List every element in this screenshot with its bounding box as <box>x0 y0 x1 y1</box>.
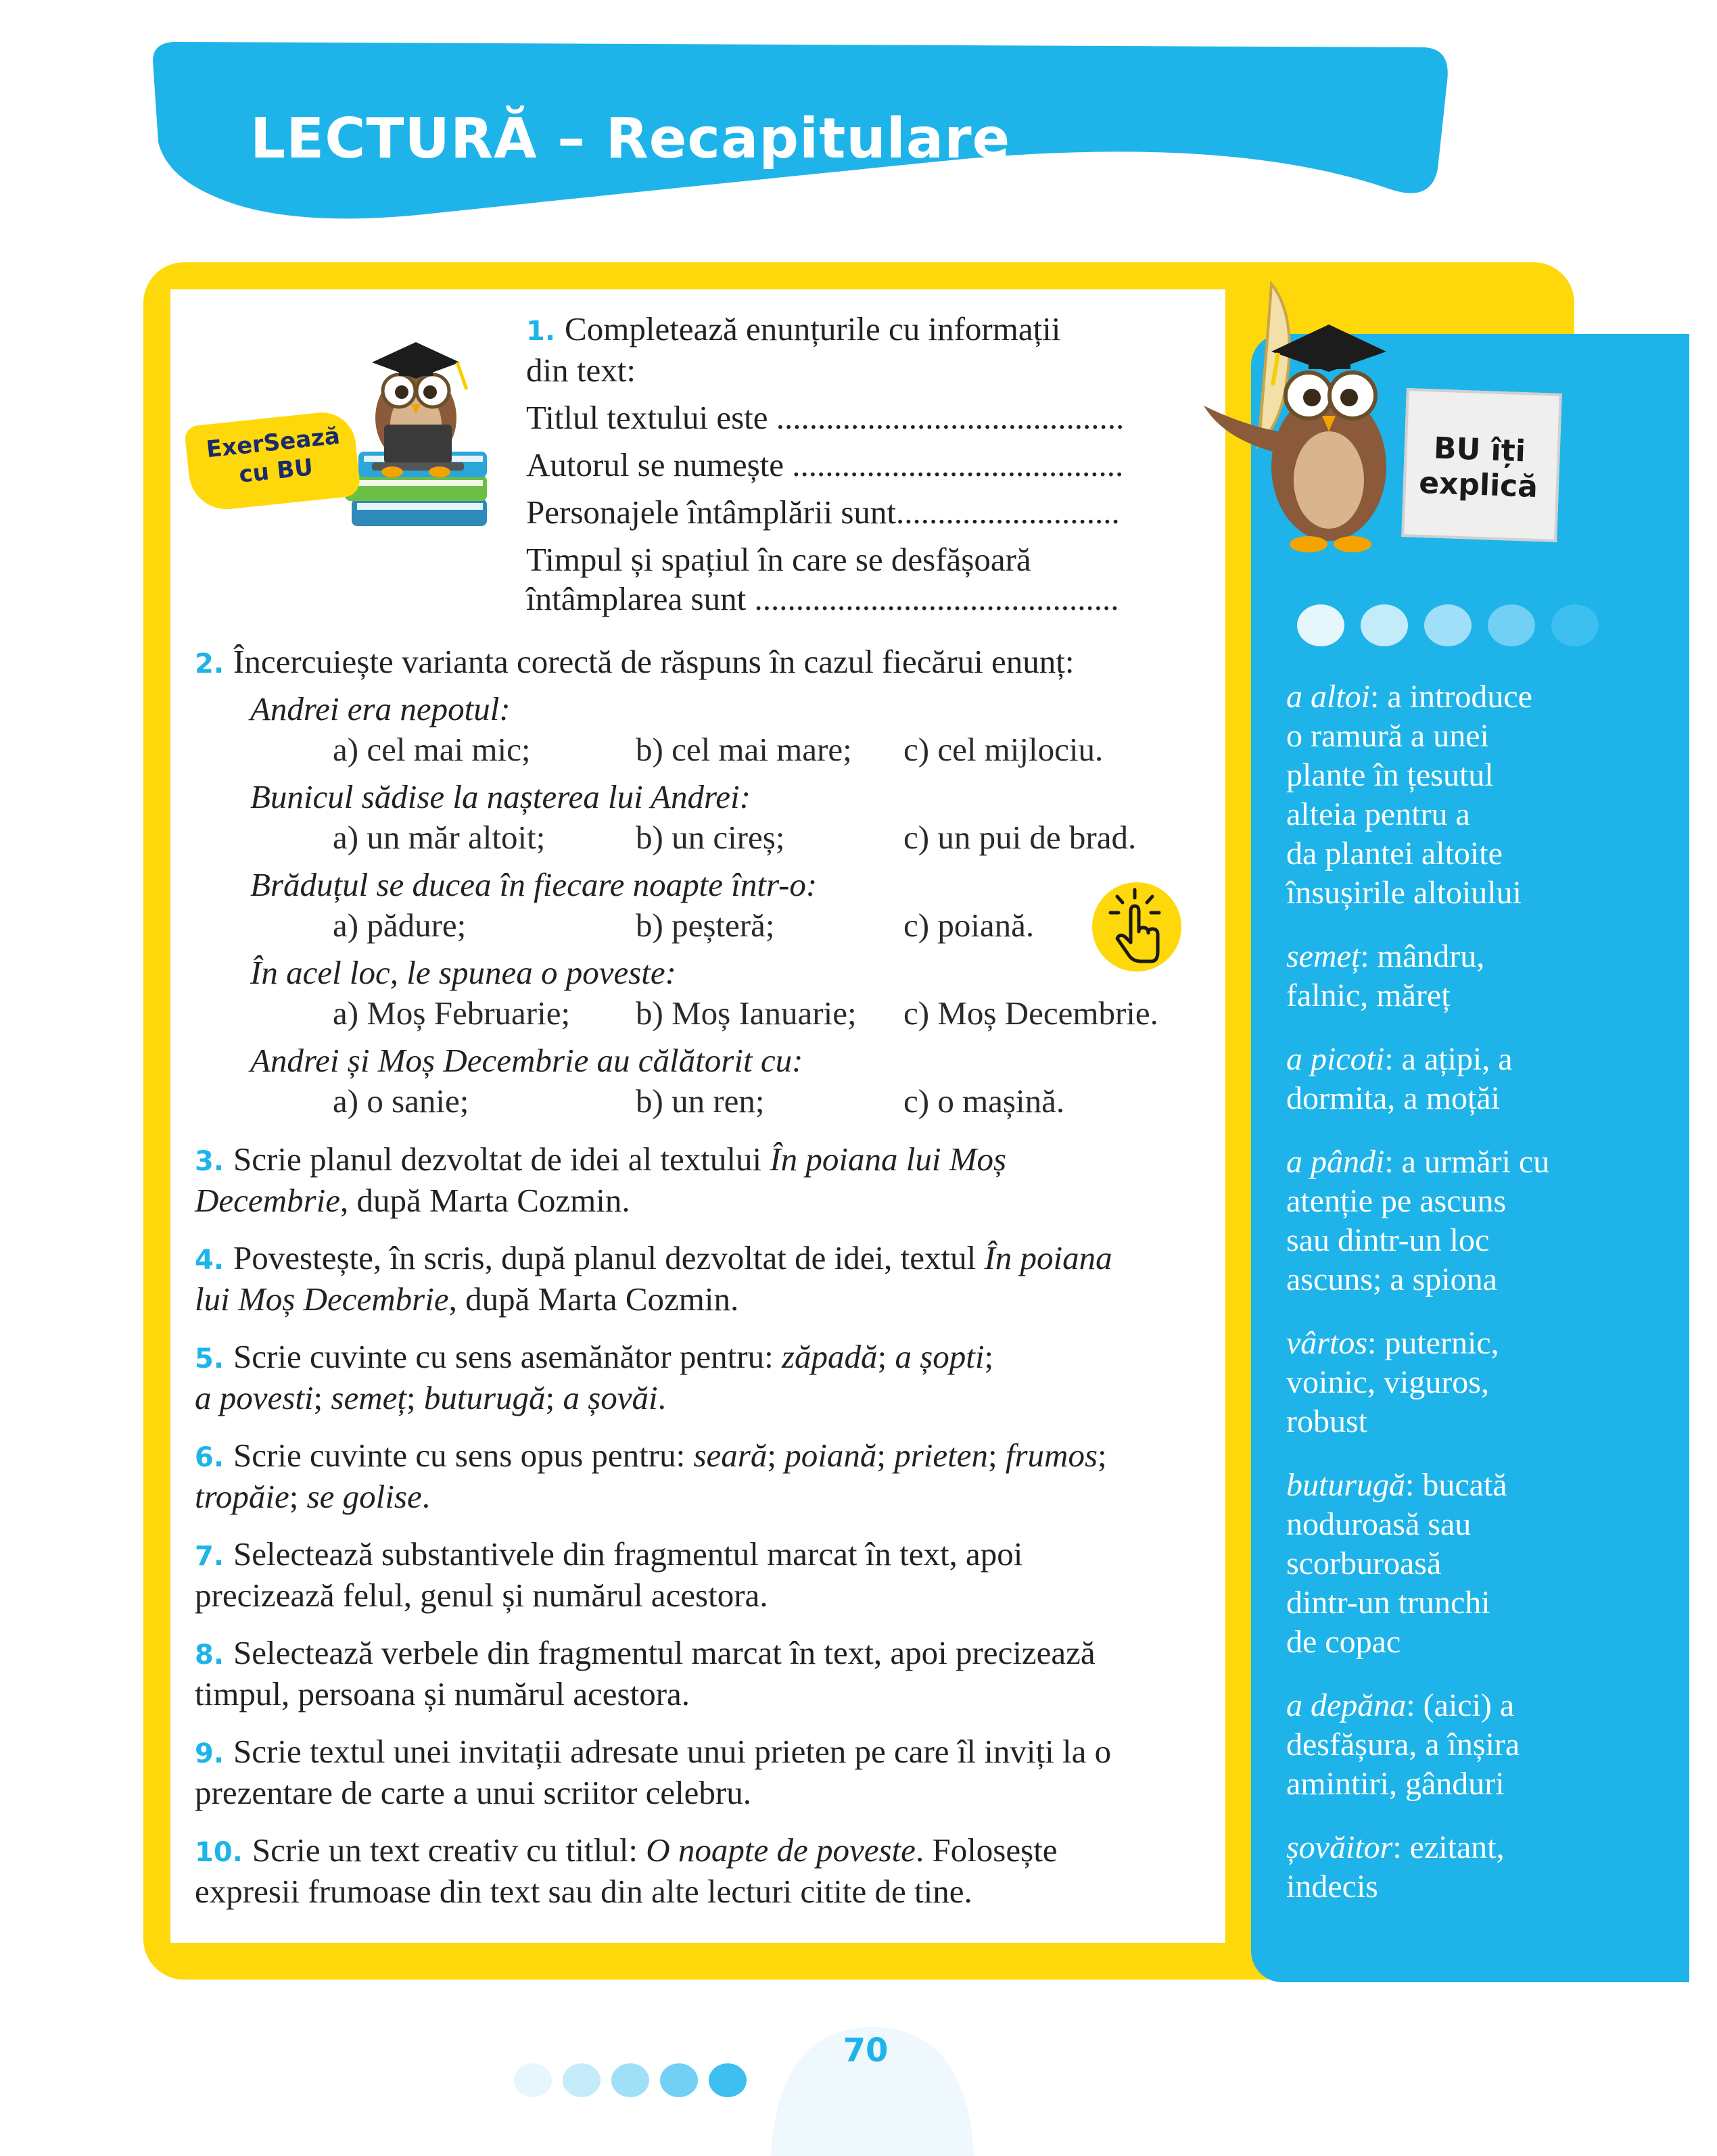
answer-option[interactable]: b) un cireș; <box>636 819 785 856</box>
exercise-9 <box>195 1732 1111 1813</box>
badge-line-1: ExerSează <box>205 422 342 464</box>
exercise-number: 7. <box>195 1541 225 1572</box>
glossary-definition: : bucată <box>1405 1467 1507 1503</box>
decor-dot <box>660 2063 698 2097</box>
exercise-1 <box>526 310 1124 619</box>
glossary-definition: : mândru, <box>1360 938 1485 974</box>
card-line-1: BU îți <box>1433 431 1526 469</box>
glossary-definition: o ramură a unei <box>1286 718 1489 754</box>
exercise-text: . Folosește <box>915 1831 1058 1869</box>
exercise-number: 9. <box>195 1738 225 1769</box>
glossary-definition: : puternic, <box>1367 1325 1499 1361</box>
answer-option[interactable]: a) cel mai mic; <box>333 731 531 768</box>
fill-in-line: întâmplarea sunt ............................................ <box>526 580 1119 617</box>
exercise-text: Scrie un text creativ cu titlul: <box>252 1831 646 1869</box>
decor-dot <box>611 2063 649 2097</box>
word: tropăie <box>195 1478 289 1515</box>
answer-option[interactable]: a) un măr altoit; <box>333 819 546 856</box>
exercise-number: 3. <box>195 1146 225 1177</box>
decor-dot <box>1551 604 1599 646</box>
fill-in-line: Timpul și spațiul în care se desfășoară <box>526 541 1031 578</box>
tap-hand-icon <box>1090 880 1183 974</box>
exercise-number: 5. <box>195 1343 225 1374</box>
glossary-entry <box>1286 677 1665 913</box>
glossary-definition: : (aici) a <box>1406 1687 1515 1723</box>
question: În acel loc, le spunea o poveste: <box>250 954 676 991</box>
question: Brăduțul se ducea în fiecare noapte într-o: <box>250 866 818 903</box>
bu-explains-label <box>1407 430 1551 505</box>
answer-option[interactable]: a) Moș Februarie; <box>333 995 571 1032</box>
exercise-text: Selectează verbele din fragmentul marcat în text, apoi precizează <box>233 1634 1096 1671</box>
glossary-definition: noduroasă sau <box>1286 1506 1472 1542</box>
answer-option[interactable]: b) cel mai mare; <box>636 731 852 768</box>
glossary-definition: : ezitant, <box>1392 1829 1505 1865</box>
decor-dot <box>1488 604 1535 646</box>
glossary-entry <box>1286 1324 1665 1441</box>
exercise-text: Scrie planul dezvoltat de idei al textului <box>233 1141 770 1178</box>
exercise-number: 1. <box>526 316 556 347</box>
decor-dot <box>514 2063 552 2097</box>
answer-option[interactable]: b) peșteră; <box>636 907 775 944</box>
page-title: LECTURĂ – Recapitulare <box>250 107 1011 171</box>
text-title: În poiana <box>984 1239 1112 1276</box>
glossary-definition: : a ațipi, a <box>1384 1041 1513 1077</box>
glossary-definition: atenție pe ascuns <box>1286 1183 1507 1219</box>
glossary-entry <box>1286 937 1665 1015</box>
glossary-entry <box>1286 1466 1665 1662</box>
glossary-definition: alteia pentru a <box>1286 796 1470 832</box>
glossary-definition: ascuns; a spiona <box>1286 1262 1497 1297</box>
word: a șopti <box>895 1338 985 1375</box>
badge-line-2: cu BU <box>237 454 314 489</box>
exercise-text: precizează felul, genul și numărul acestora. <box>195 1577 768 1614</box>
glossary-entry <box>1286 1828 1665 1907</box>
word: semeț <box>331 1379 406 1416</box>
exercise-text: , după Marta Cozmin. <box>448 1280 739 1318</box>
exercise-5: 5. Scrie cuvinte cu sens asemănător pentru: zăpadă; a șopti; a povesti; semeț; buturugă; a șovăi. <box>195 1338 994 1416</box>
fill-in-line: Titlul textului este .......................................... <box>526 399 1125 436</box>
exercise-6: 6. Scrie cuvinte cu sens opus pentru: seară; poiană; prieten; frumos; tropăie; se golise. <box>195 1437 1107 1515</box>
glossary-word: a picoti <box>1286 1041 1385 1077</box>
answer-option[interactable]: c) poiană. <box>903 907 1035 944</box>
glossary-definition: falnic, măreț <box>1286 978 1451 1013</box>
text-title: În poiana lui Moș <box>770 1141 1007 1178</box>
answer-option[interactable]: b) Moș Ianuarie; <box>636 995 857 1032</box>
fill-in-line: Personajele întâmplării sunt........................... <box>526 494 1120 531</box>
exercise-text: Scrie cuvinte cu sens asemănător pentru: <box>233 1338 782 1375</box>
glossary-definition: amintiri, gânduri <box>1286 1766 1505 1802</box>
owl-mascot-icon <box>1183 277 1407 575</box>
word: buturugă <box>423 1379 546 1416</box>
decor-dot <box>1424 604 1472 646</box>
answer-option[interactable]: c) o mașină. <box>903 1082 1065 1120</box>
glossary-definition: plante în țesutul <box>1286 757 1494 793</box>
word: se golise <box>306 1478 422 1515</box>
decor-dot <box>1361 604 1408 646</box>
answer-option[interactable]: c) Moș Decembrie. <box>903 995 1158 1032</box>
glossary-definition: da plantei altoite <box>1286 836 1503 871</box>
text-title: Decembrie <box>195 1182 340 1219</box>
decor-dot <box>1297 604 1344 646</box>
glossary-word: vârtos <box>1286 1325 1367 1361</box>
exercise-7 <box>195 1535 1022 1615</box>
answer-option[interactable]: a) o sanie; <box>333 1082 469 1120</box>
answer-option[interactable]: a) pădure; <box>333 907 467 944</box>
fill-in-line: Autorul se numește ........................................ <box>526 446 1124 483</box>
exercise-8 <box>195 1633 1096 1714</box>
exercise-text: din text: <box>526 352 636 389</box>
exercise-text: Scrie textul unei invitații adresate unui prieten pe care îl inviți la o <box>233 1733 1112 1770</box>
glossary-definition: dormita, a moțăi <box>1286 1080 1500 1116</box>
glossary-word: semeț <box>1286 938 1361 974</box>
glossary-definition: indecis <box>1286 1869 1378 1905</box>
exercise-number: 2. <box>195 648 225 679</box>
glossary-definition: : a introduce <box>1370 679 1532 715</box>
laptop-icon <box>372 425 464 471</box>
decor-dot <box>563 2063 601 2097</box>
answer-option[interactable]: b) un ren; <box>636 1082 765 1120</box>
page-number-bubble <box>771 2008 974 2156</box>
exercise-number: 4. <box>195 1245 225 1276</box>
glossary-definition: de copac <box>1286 1624 1401 1660</box>
glossary-list <box>1286 677 1665 1907</box>
exercise-2 <box>195 642 1074 684</box>
glossary-word: șovăitor <box>1286 1829 1393 1865</box>
glossary-entry <box>1286 1686 1665 1804</box>
exercise-number: 8. <box>195 1639 225 1671</box>
glossary-entry <box>1286 1143 1665 1299</box>
word: zăpadă <box>781 1338 878 1375</box>
exercise-text: expresii frumoase din text sau din alte lecturi citite de tine. <box>195 1873 972 1910</box>
exercise-text: Selectează substantivele din fragmentul marcat în text, apoi <box>233 1535 1023 1573</box>
glossary-definition: dintr-un trunchi <box>1286 1585 1490 1621</box>
glossary-entry <box>1286 1040 1665 1118</box>
exercise-number: 6. <box>195 1442 225 1473</box>
exercise-text: , după Marta Cozmin. <box>339 1182 630 1219</box>
glossary-word: a altoi <box>1286 679 1371 715</box>
exercise-text: Povestește, în scris, după planul dezvoltat de idei, textul <box>233 1239 985 1276</box>
word: prieten <box>894 1437 988 1474</box>
glossary-definition: : a urmări cu <box>1384 1144 1550 1180</box>
exercise-10 <box>195 1831 1058 1911</box>
glossary-definition: scorburoasă <box>1286 1546 1442 1581</box>
glossary-definition: desfășura, a înșira <box>1286 1727 1520 1763</box>
glossary-definition: voinic, viguros, <box>1286 1364 1489 1400</box>
word: poiană <box>784 1437 877 1474</box>
exercise-number: 10. <box>195 1837 243 1868</box>
glossary-word: a pândi <box>1286 1144 1385 1180</box>
text-title: lui Moș Decembrie <box>195 1280 449 1318</box>
exercise-text: Încercuiește varianta corectă de răspuns în cazul fiecărui enunț: <box>233 643 1075 680</box>
answer-option[interactable]: c) un pui de brad. <box>903 819 1137 856</box>
glossary-definition: sau dintr-un loc <box>1286 1222 1490 1258</box>
word: seară <box>693 1437 768 1474</box>
text-title: O noapte de poveste <box>646 1831 916 1869</box>
word: a șovăi <box>563 1379 658 1416</box>
decor-dot <box>709 2063 747 2097</box>
exercise-text: prezentare de carte a unui scriitor celebru. <box>195 1774 751 1811</box>
exercise-3 <box>195 1140 1006 1220</box>
exercise-text: timpul, persoana și numărul acestora. <box>195 1675 690 1712</box>
card-line-2: explică <box>1418 465 1538 505</box>
glossary-word: a depăna <box>1286 1687 1407 1723</box>
glossary-definition: însușirile altoiului <box>1286 875 1522 911</box>
exercise-text: Scrie cuvinte cu sens opus pentru: <box>233 1437 694 1474</box>
word: frumos <box>1005 1437 1098 1474</box>
word: a povesti <box>195 1379 314 1416</box>
question: Andrei și Moș Decembrie au călătorit cu: <box>250 1042 803 1079</box>
exercise-text: Completează enunțurile cu informații <box>565 310 1061 348</box>
glossary-definition: robust <box>1286 1404 1367 1439</box>
question: Bunicul sădise la nașterea lui Andrei: <box>250 778 751 815</box>
glossary-word: buturugă <box>1286 1467 1406 1503</box>
exercise-4 <box>195 1239 1112 1319</box>
page-number: 70 <box>843 2032 889 2069</box>
question: Andrei era nepotul: <box>250 690 511 727</box>
answer-option[interactable]: c) cel mijlociu. <box>903 731 1104 768</box>
